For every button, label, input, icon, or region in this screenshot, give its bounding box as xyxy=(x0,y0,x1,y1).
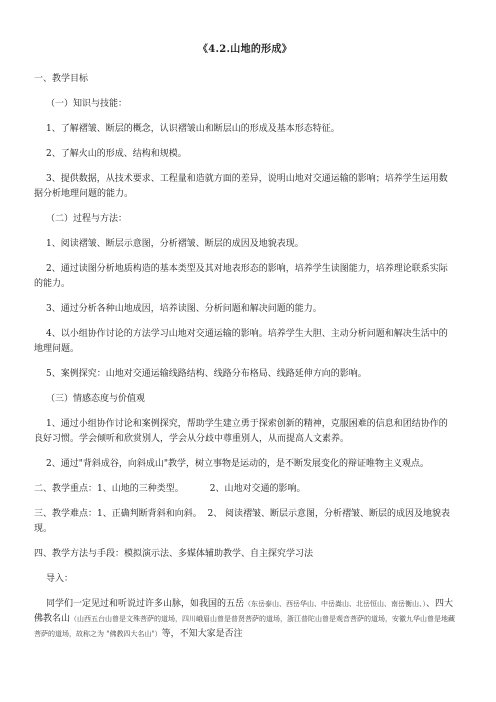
attitude-item-1: 1、通过小组协作讨论和案例探究，帮助学生建立勇于探索创新的精神，克服困难的信息和团结协作的良好习惯。学会倾听和欣赏别人，学会从分歧中尊重别人，从而提高人文素养。 xyxy=(34,419,448,444)
intro-tail: 等，不知大家是否注 xyxy=(161,629,243,639)
attitude-item-2: 2、通过"背斜成谷，向斜成山"教学，树立事物是运动的，是不断发展变化的辩证唯物主义观点。 xyxy=(46,459,430,469)
subheading-knowledge-skills: （一）知识与技能： xyxy=(46,99,128,109)
key-point-2: 2、山地对交通的影响。 xyxy=(209,484,306,494)
objective-item-3: 3、提供数据，从技术要求、工程量和造就方面的差异，说明山地对交通运输的影响；培养学生运用数据分析地理问题的能力。 xyxy=(34,174,448,199)
key-point-1: 二、教学重点：1、山地的三种类型。 xyxy=(34,484,184,494)
subheading-attitudes-values: （三）情感态度与价值观 xyxy=(46,394,146,404)
intro-label: 导入： xyxy=(46,574,74,584)
process-item-3: 3、通过分析各种山地成因，培养读图、分析问题和解决问题的能力。 xyxy=(46,304,322,314)
section-difficulties xyxy=(34,507,456,537)
intro-mid: 、四大佛教名山 xyxy=(34,599,454,624)
section-key-points xyxy=(34,482,456,497)
subheading-process-methods: （二）过程与方法： xyxy=(46,214,128,224)
section-heading-objectives: 一、教学目标 xyxy=(34,74,89,84)
objective-item-2: 2、了解火山的形成、结构和规模。 xyxy=(46,149,187,159)
process-item-5: 5、案例探究：山地对交通运输线路结构、线路分布格局、线路延伸方向的影响。 xyxy=(46,369,367,379)
objective-item-1: 1、了解褶皱、断层的概念，认识褶皱山和断层山的形成及基本形态特征。 xyxy=(46,124,340,134)
intro-lead: 同学们一定见过和听说过许多山脉，如我国的五岳 xyxy=(46,599,245,609)
process-item-2: 2、通过读图分析地质构造的基本类型及其对地表形态的影响，培养学生读图能力，培养理论联系实际的能力。 xyxy=(34,264,448,289)
process-item-1: 1、阅读褶皱、断层示意图，分析褶皱、断层的成因及地貌表现。 xyxy=(46,239,304,249)
intro-note-five-mountains: （东岳泰山、西岳华山、中岳嵩山、北岳恒山、南岳衡山、） xyxy=(244,600,427,608)
intro-paragraph xyxy=(34,597,456,642)
difficulty-2: 2、 阅读褶皱、断层示意图，分析褶皱、断层的成因及地貌表现。 xyxy=(34,509,451,534)
process-item-4: 4、以小组协作讨论的方法学习山地对交通运输的影响。培养学生大胆、主动分析问题和解决生活中的地理问题。 xyxy=(34,329,448,354)
intro-note-buddhist-mountains: （山西五台山曾是文殊菩萨的道场，四川峨眉山曾是普贤菩萨的道场，浙江普陀山曾是观音菩萨的道场，安徽九华山曾是地藏菩萨的道场，故称之为 "佛教四大名山"） xyxy=(34,615,456,638)
document-title: 《4.2.山地的形成》 xyxy=(197,44,293,55)
section-methods: 四、教学方法与手段：模拟演示法、多媒体辅助教学、自主探究学习法 xyxy=(34,549,314,559)
difficulty-1: 三、教学难点：1、正确判断背斜和向斜。 xyxy=(34,509,202,519)
